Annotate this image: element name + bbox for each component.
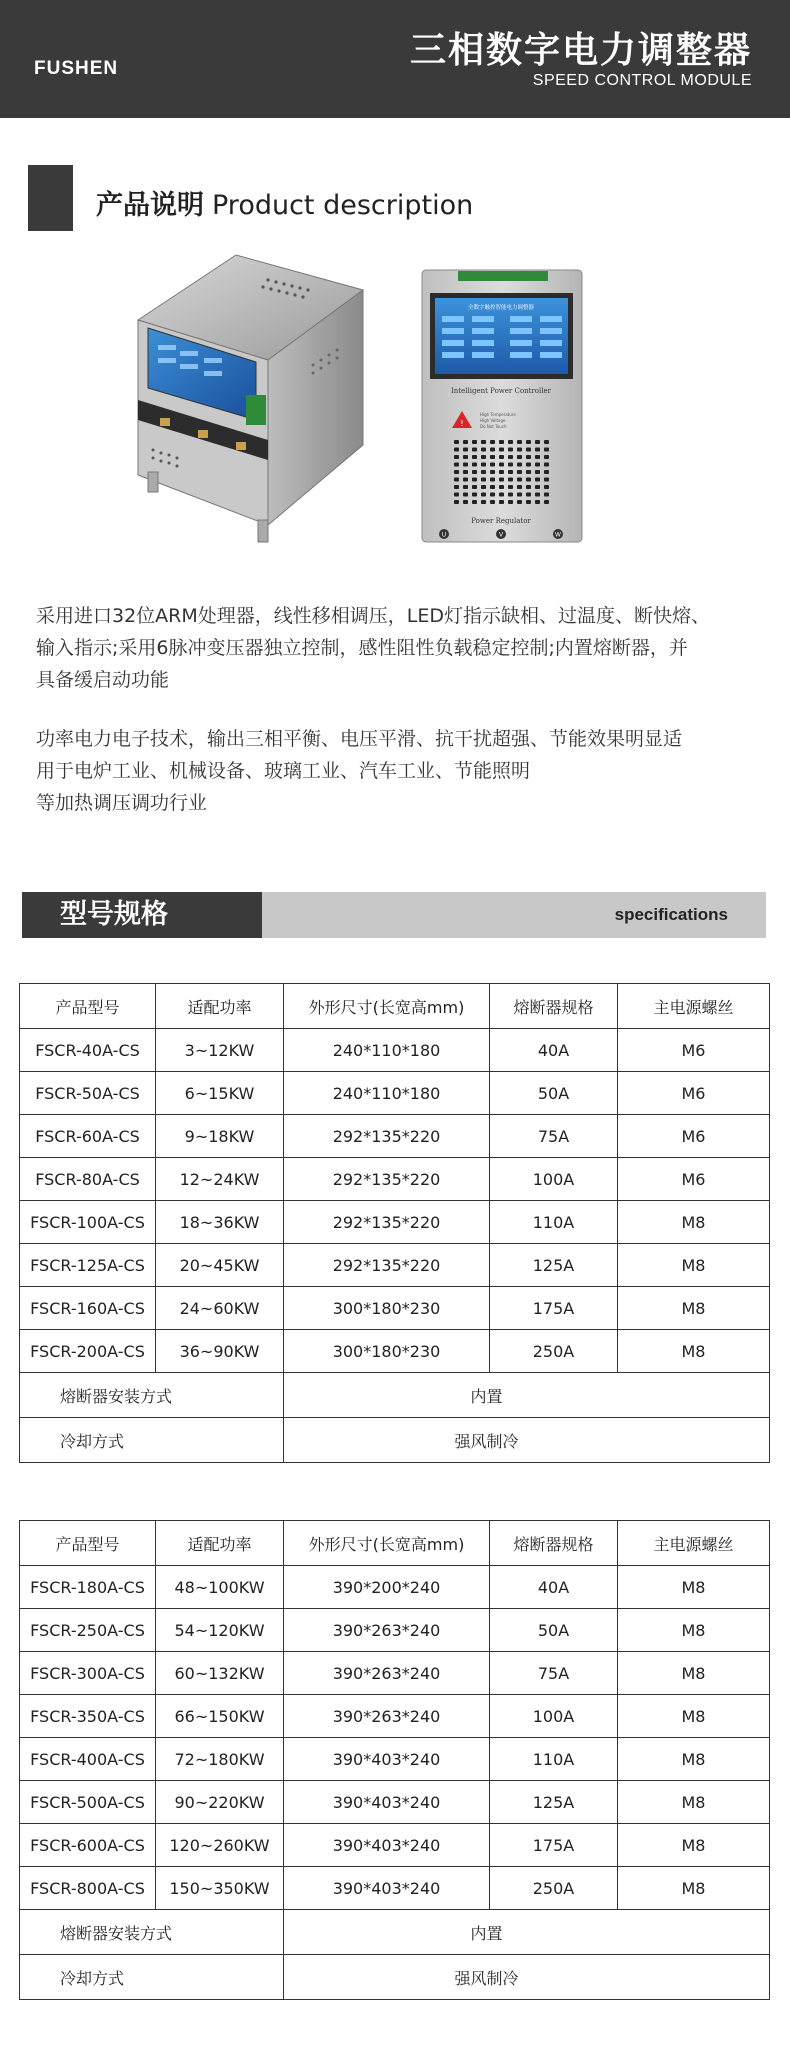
table-cell: M8 bbox=[618, 1287, 770, 1330]
warning-line-3: Do Not Touch bbox=[480, 424, 507, 429]
header-cell: 产品型号 bbox=[20, 1521, 156, 1566]
specifications-title-cn: 型号规格 bbox=[22, 892, 262, 938]
description-paragraph-2 bbox=[36, 723, 756, 819]
cooling-value: 强风制冷 bbox=[284, 1418, 770, 1463]
table-cell: FSCR-400A-CS bbox=[20, 1738, 156, 1781]
table-cell: M8 bbox=[618, 1824, 770, 1867]
table-cell: FSCR-40A-CS bbox=[20, 1029, 156, 1072]
header-cell: 产品型号 bbox=[20, 984, 156, 1029]
table-cell: M8 bbox=[618, 1566, 770, 1609]
table-cell: M6 bbox=[618, 1158, 770, 1201]
table-cell: M8 bbox=[618, 1609, 770, 1652]
table-row-fuse-mount bbox=[20, 1910, 770, 1955]
table-cell: FSCR-300A-CS bbox=[20, 1652, 156, 1695]
table-cell: 240*110*180 bbox=[284, 1029, 490, 1072]
heading-cn: 产品说明 bbox=[96, 190, 204, 221]
warning-line-2: High Voltage bbox=[480, 418, 506, 423]
table-row bbox=[20, 1781, 770, 1824]
table-cell: 50A bbox=[490, 1609, 618, 1652]
table-cell: 100A bbox=[490, 1695, 618, 1738]
table-cell: 66~150KW bbox=[156, 1695, 284, 1738]
header-cell: 外形尺寸(长宽高mm) bbox=[284, 984, 490, 1029]
table-cell: 175A bbox=[490, 1824, 618, 1867]
header-cell: 熔断器规格 bbox=[490, 984, 618, 1029]
table-cell: 292*135*220 bbox=[284, 1158, 490, 1201]
table-row bbox=[20, 1330, 770, 1373]
table-row-cooling bbox=[20, 1955, 770, 2000]
table-cell: 36~90KW bbox=[156, 1330, 284, 1373]
table-cell: 90~220KW bbox=[156, 1781, 284, 1824]
table-row bbox=[20, 1609, 770, 1652]
terminal-u: U bbox=[441, 531, 447, 539]
table-header-row bbox=[20, 984, 770, 1029]
table-cell: 300*180*230 bbox=[284, 1287, 490, 1330]
table-cell: 390*403*240 bbox=[284, 1781, 490, 1824]
table-cell: 40A bbox=[490, 1566, 618, 1609]
table-cell: 75A bbox=[490, 1115, 618, 1158]
header-banner bbox=[0, 0, 790, 118]
table-cell: 20~45KW bbox=[156, 1244, 284, 1287]
table-cell: 390*263*240 bbox=[284, 1695, 490, 1738]
header-cell: 主电源螺丝 bbox=[618, 984, 770, 1029]
table-row bbox=[20, 1115, 770, 1158]
table-row bbox=[20, 1072, 770, 1115]
header-cell: 主电源螺丝 bbox=[618, 1521, 770, 1566]
table-cell: M6 bbox=[618, 1029, 770, 1072]
table-cell: 300*180*230 bbox=[284, 1330, 490, 1373]
screen-title: 全数字触控智能电力调整器 bbox=[467, 305, 535, 311]
table-row bbox=[20, 1867, 770, 1910]
table-cell: FSCR-250A-CS bbox=[20, 1609, 156, 1652]
table-row bbox=[20, 1287, 770, 1330]
warning-line-1: High Temperature bbox=[480, 412, 516, 417]
table-cell: 48~100KW bbox=[156, 1566, 284, 1609]
table-cell: 250A bbox=[490, 1330, 618, 1373]
table-row bbox=[20, 1201, 770, 1244]
table-row bbox=[20, 1695, 770, 1738]
page-title: 三相数字电力调整器 bbox=[409, 30, 752, 71]
table-cell: 110A bbox=[490, 1738, 618, 1781]
fuse-mount-label: 熔断器安装方式 bbox=[20, 1910, 284, 1955]
table-cell: FSCR-600A-CS bbox=[20, 1824, 156, 1867]
header-cell: 外形尺寸(长宽高mm) bbox=[284, 1521, 490, 1566]
table-header-row bbox=[20, 1521, 770, 1566]
table-cell: FSCR-60A-CS bbox=[20, 1115, 156, 1158]
desc-line: 等加热调压调功行业 bbox=[36, 792, 208, 814]
table-cell: FSCR-160A-CS bbox=[20, 1287, 156, 1330]
table-cell: 125A bbox=[490, 1244, 618, 1287]
header-cell: 适配功率 bbox=[156, 1521, 284, 1566]
table-cell: 40A bbox=[490, 1029, 618, 1072]
table-cell: FSCR-200A-CS bbox=[20, 1330, 156, 1373]
table-cell: FSCR-800A-CS bbox=[20, 1867, 156, 1910]
table-cell: 292*135*220 bbox=[284, 1115, 490, 1158]
table-row-fuse-mount bbox=[20, 1373, 770, 1418]
table-cell: FSCR-125A-CS bbox=[20, 1244, 156, 1287]
cooling-value: 强风制冷 bbox=[284, 1955, 770, 2000]
specifications-heading-bar bbox=[22, 892, 766, 938]
table-cell: 390*263*240 bbox=[284, 1652, 490, 1695]
table-cell: 110A bbox=[490, 1201, 618, 1244]
table-cell: 120~260KW bbox=[156, 1824, 284, 1867]
table-cell: 125A bbox=[490, 1781, 618, 1824]
desc-line: 用于电炉工业、机械设备、玻璃工业、汽车工业、节能照明 bbox=[36, 760, 531, 782]
table-cell: M8 bbox=[618, 1330, 770, 1373]
table-cell: 292*135*220 bbox=[284, 1244, 490, 1287]
heading-en: Product description bbox=[212, 190, 474, 221]
table-cell: M8 bbox=[618, 1695, 770, 1738]
table-cell: 6~15KW bbox=[156, 1072, 284, 1115]
desc-line: 采用进口32位ARM处理器，线性移相调压，LED灯指示缺相、过温度、断快熔、 bbox=[36, 605, 710, 627]
spec-table-2 bbox=[19, 1520, 770, 2000]
header-cell: 适配功率 bbox=[156, 984, 284, 1029]
table-cell: FSCR-180A-CS bbox=[20, 1566, 156, 1609]
terminal-v: V bbox=[498, 531, 504, 539]
table-cell: 54~120KW bbox=[156, 1609, 284, 1652]
product-image-angled bbox=[118, 250, 383, 550]
description-paragraph-1 bbox=[36, 600, 756, 696]
table-cell: 292*135*220 bbox=[284, 1201, 490, 1244]
table-row bbox=[20, 1244, 770, 1287]
table-cell: FSCR-500A-CS bbox=[20, 1781, 156, 1824]
fuse-mount-value: 内置 bbox=[284, 1373, 770, 1418]
table-cell: M8 bbox=[618, 1738, 770, 1781]
table-cell: 12~24KW bbox=[156, 1158, 284, 1201]
table-cell: 24~60KW bbox=[156, 1287, 284, 1330]
table-row bbox=[20, 1738, 770, 1781]
fuse-mount-label: 熔断器安装方式 bbox=[20, 1373, 284, 1418]
table-cell: 9~18KW bbox=[156, 1115, 284, 1158]
product-description-heading bbox=[96, 183, 473, 222]
desc-line: 具备缓启动功能 bbox=[36, 669, 170, 691]
table-cell: M8 bbox=[618, 1201, 770, 1244]
table-cell: 390*403*240 bbox=[284, 1738, 490, 1781]
table-cell: M6 bbox=[618, 1072, 770, 1115]
bottom-label: Power Regulator bbox=[471, 517, 531, 525]
terminal-w: W bbox=[555, 531, 561, 539]
table-cell: M8 bbox=[618, 1867, 770, 1910]
table-row bbox=[20, 1029, 770, 1072]
table-cell: M8 bbox=[618, 1244, 770, 1287]
table-cell: 390*263*240 bbox=[284, 1609, 490, 1652]
table-cell: M6 bbox=[618, 1115, 770, 1158]
table-cell: M8 bbox=[618, 1781, 770, 1824]
table-cell: M8 bbox=[618, 1652, 770, 1695]
cooling-label: 冷却方式 bbox=[20, 1418, 284, 1463]
table-cell: 75A bbox=[490, 1652, 618, 1695]
table-cell: 60~132KW bbox=[156, 1652, 284, 1695]
desc-line: 功率电力电子技术，输出三相平衡、电压平滑、抗干扰超强、节能效果明显适 bbox=[36, 728, 683, 750]
specifications-title-en: specifications bbox=[614, 905, 728, 924]
product-image-front bbox=[420, 268, 585, 546]
desc-line: 输入指示;采用6脉冲变压器独立控制，感性阻性负载稳定控制;内置熔断器，并 bbox=[36, 637, 688, 659]
table-cell: 240*110*180 bbox=[284, 1072, 490, 1115]
table-row bbox=[20, 1652, 770, 1695]
section-marker bbox=[28, 165, 73, 231]
table-cell: 3~12KW bbox=[156, 1029, 284, 1072]
table-row bbox=[20, 1158, 770, 1201]
table-cell: 50A bbox=[490, 1072, 618, 1115]
table-cell: 390*403*240 bbox=[284, 1824, 490, 1867]
table-row bbox=[20, 1566, 770, 1609]
table-cell: 100A bbox=[490, 1158, 618, 1201]
page-subtitle: SPEED CONTROL MODULE bbox=[532, 72, 752, 89]
svg-text:!: ! bbox=[460, 419, 464, 428]
table-cell: 18~36KW bbox=[156, 1201, 284, 1244]
table-cell: FSCR-80A-CS bbox=[20, 1158, 156, 1201]
table-cell: FSCR-350A-CS bbox=[20, 1695, 156, 1738]
table-cell: 150~350KW bbox=[156, 1867, 284, 1910]
fuse-mount-value: 内置 bbox=[284, 1910, 770, 1955]
table-cell: FSCR-100A-CS bbox=[20, 1201, 156, 1244]
brand-name: FUSHEN bbox=[34, 58, 119, 79]
table-cell: FSCR-50A-CS bbox=[20, 1072, 156, 1115]
panel-label: Intelligent Power Controller bbox=[451, 387, 551, 395]
spec-table-1 bbox=[19, 983, 770, 1463]
table-row bbox=[20, 1824, 770, 1867]
table-cell: 175A bbox=[490, 1287, 618, 1330]
table-cell: 390*403*240 bbox=[284, 1867, 490, 1910]
table-cell: 250A bbox=[490, 1867, 618, 1910]
table-cell: 390*200*240 bbox=[284, 1566, 490, 1609]
header-cell: 熔断器规格 bbox=[490, 1521, 618, 1566]
table-cell: 72~180KW bbox=[156, 1738, 284, 1781]
cooling-label: 冷却方式 bbox=[20, 1955, 284, 2000]
table-row-cooling bbox=[20, 1418, 770, 1463]
